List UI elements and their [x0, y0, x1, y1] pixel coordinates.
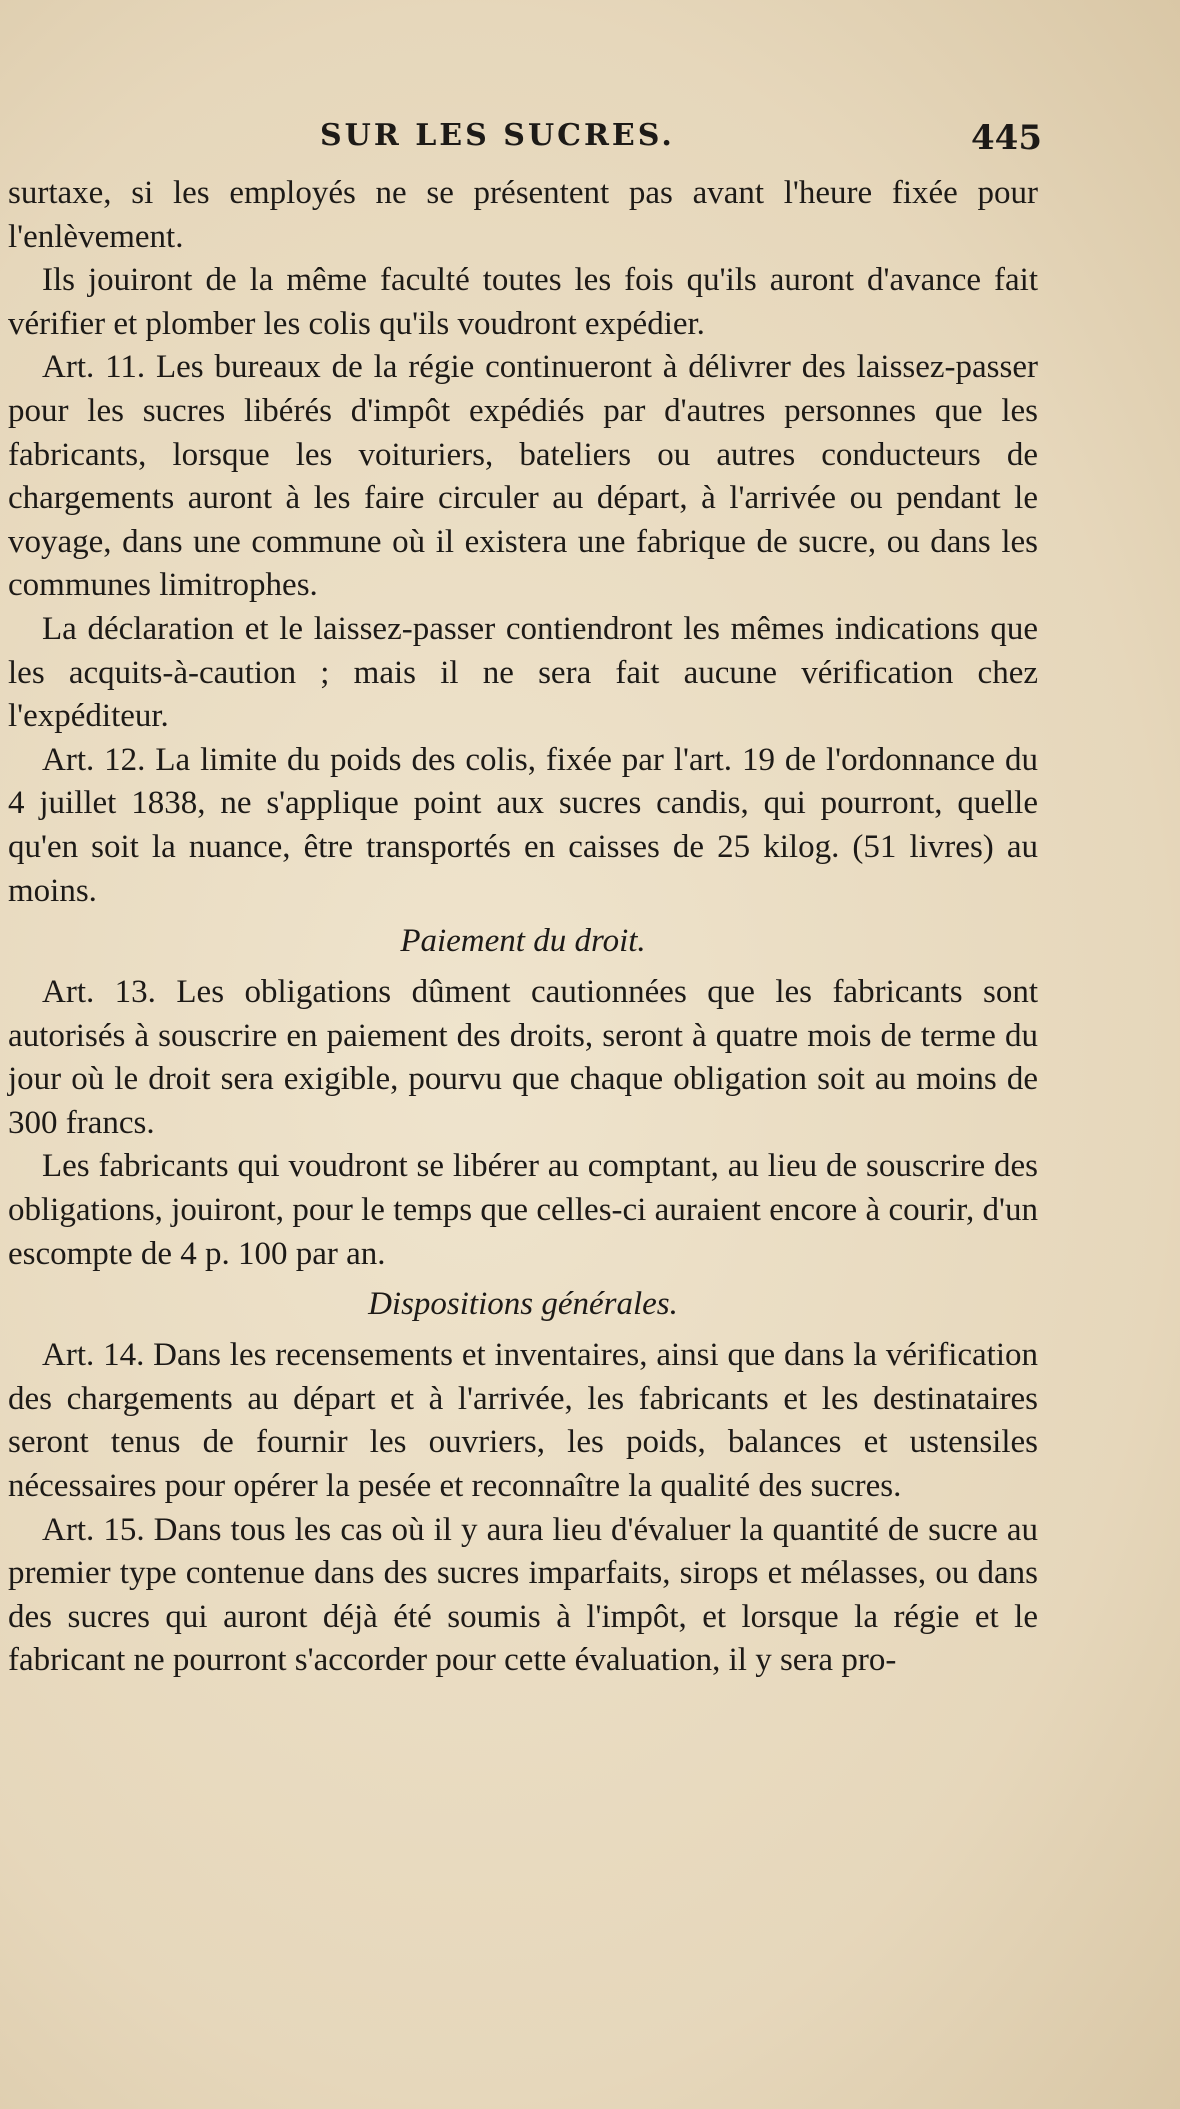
running-title: SUR LES SUCRES. — [320, 118, 675, 153]
article-15: Art. 15. Dans tous les cas où il y aura lieu d'évaluer la quantité de sucre au premier type contenue dans des sucres imparfaits, sirops et mélasses, ou dans des sucres qui auront déjà été soumis à l'impôt, et lorsque la régie et le fabricant ne pourront s'accorder pour cette évaluation, il y sera pro- — [8, 1511, 1038, 1679]
paragraph-continued: surtaxe, si les employés ne se présentent pas avant l'heure fixée pour l'enlèvement. — [8, 175, 1038, 255]
paragraph: La déclaration et le laissez-passer contiendront les mêmes indications que les acquits-à-caution ; mais il ne sera fait aucune vérification chez l'expéditeur. — [8, 610, 1038, 735]
section-heading-paiement: Paiement du droit. — [400, 923, 646, 960]
paragraph: Ils jouiront de la même faculté toutes les fois qu'ils auront d'avance fait vérifier et plomber les colis qu'ils voudront expédier. — [8, 262, 1038, 342]
paragraph: Les fabricants qui voudront se libérer au comptant, au lieu de souscrire des obligations, jouiront, pour le temps que celles-ci auraient encore à courir, d'un escompte de 4 p. 100 par an. — [8, 1148, 1038, 1272]
section-heading-dispositions: Dispositions générales. — [368, 1286, 678, 1323]
page-body — [8, 172, 1038, 1683]
page-header — [0, 118, 1180, 168]
article-11: Art. 11. Les bureaux de la régie continueront à délivrer des laissez-passer pour les sucres libérés d'impôt expédiés par d'autres personnes que les fabricants, lorsque les voituriers, bateliers ou autres conducteurs de chargements auront à les faire circuler au départ, à l'arrivée ou pendant le voyage, dans une commune où il existera une fabrique de sucre, ou dans les communes limitrophes. — [8, 349, 1038, 604]
article-14: Art. 14. Dans les recensements et inventaires, ainsi que dans la vérification des chargements au départ et à l'arrivée, les fabricants et les destinataires seront tenus de fournir les ouvriers, les poids, balances et ustensiles nécessaires pour opérer la pesée et reconnaître la qualité des sucres. — [8, 1337, 1038, 1505]
page-number: 445 — [971, 118, 1042, 158]
article-13: Art. 13. Les obligations dûment cautionnées que les fabricants sont autorisés à souscrire en paiement des droits, seront à quatre mois de terme du jour où le droit sera exigible, pourvu que chaque obligation soit au moins de 300 francs. — [8, 974, 1038, 1141]
article-12: Art. 12. La limite du poids des colis, fixée par l'art. 19 de l'ordonnance du 4 juillet 1838, ne s'applique point aux sucres candis, qui pourront, quelle qu'en soit la nuance, être transportés en caisses de 25 kilog. (51 livres) au moins. — [8, 741, 1038, 909]
